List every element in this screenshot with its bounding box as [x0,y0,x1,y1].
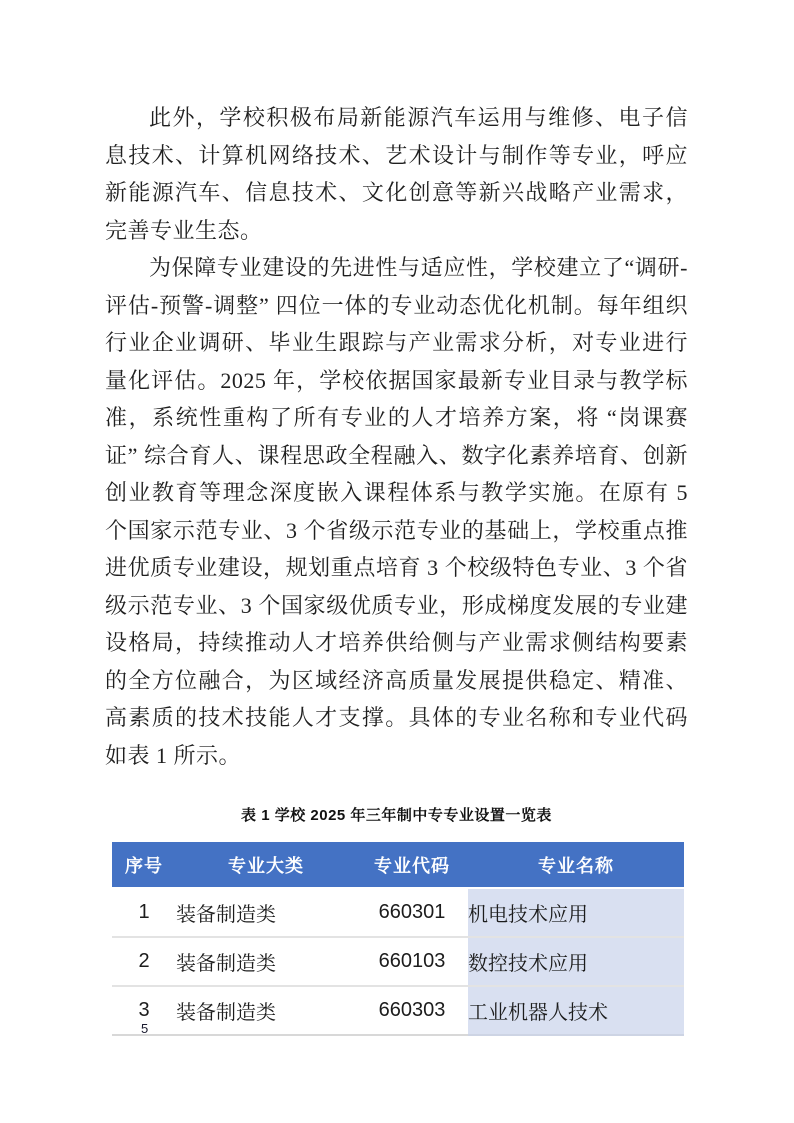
column-header-category: 专业大类 [176,842,356,888]
cell-code: 660301 [356,888,468,937]
cell-category: 装备制造类 [176,986,356,1035]
cell-code: 660103 [356,937,468,986]
cell-code: 660303 [356,986,468,1035]
cell-category: 装备制造类 [176,937,356,986]
majors-table [112,842,684,1036]
column-header-name: 专业名称 [468,842,684,888]
text-block [105,99,688,1036]
cell-name: 数控技术应用 [468,937,684,986]
paragraph-professional-layout: 此外，学校积极布局新能源汽车运用与维修、电子信息技术、计算机网络技术、艺术设计与制作等专业，呼应新能源汽车、信息技术、文化创意等新兴战略产业需求，完善专业生态。 [105,105,688,243]
table-row [112,888,684,937]
table-row [112,937,684,986]
cell-index: 1 [112,888,176,937]
column-header-index: 序号 [112,842,176,888]
cell-index: 2 [112,937,176,986]
column-header-code: 专业代码 [356,842,468,888]
table-header-row [112,842,684,888]
cell-name: 工业机器人技术 [468,986,684,1035]
cell-index: 3 [112,986,176,1035]
page-number: 5 [141,1021,149,1036]
cell-name: 机电技术应用 [468,888,684,937]
table-row [112,986,684,1035]
cell-category: 装备制造类 [176,888,356,937]
paragraph-dynamic-optimization: 为保障专业建设的先进性与适应性，学校建立了“调研-评估-预警-调整” 四位一体的专业动态优化机制。每年组织行业企业调研、毕业生跟踪与产业需求分析，对专业进行量化评估。2025 年，学校依据国家最新专业目录与教学标准，系统性重构了所有专业的人才培养方案，将 “岗课赛证” 综合育人、课程思政全程融入、数字化素养培育、创新创业教育等理念深度嵌入课程体系与教学实施。在原有 5 个国家示范专业、3 个省级示范专业的基础上，学校重点推进优质专业建设，规划重点培育 3 个校级特色专业、3 个省级示范专业、3 个国家级优质专业，形成梯度发展的专业建设格局，持续推动人才培养供给侧与产业需求侧结构要素的全方位融合，为区域经济高质量发展提供稳定、精准、高素质的技术技能人才支撑。具体的专业名称和专业代码如表 1 所示。 [105,255,688,768]
table-caption: 表 1 学校 2025 年三年制中专专业设置一览表 [241,807,552,824]
